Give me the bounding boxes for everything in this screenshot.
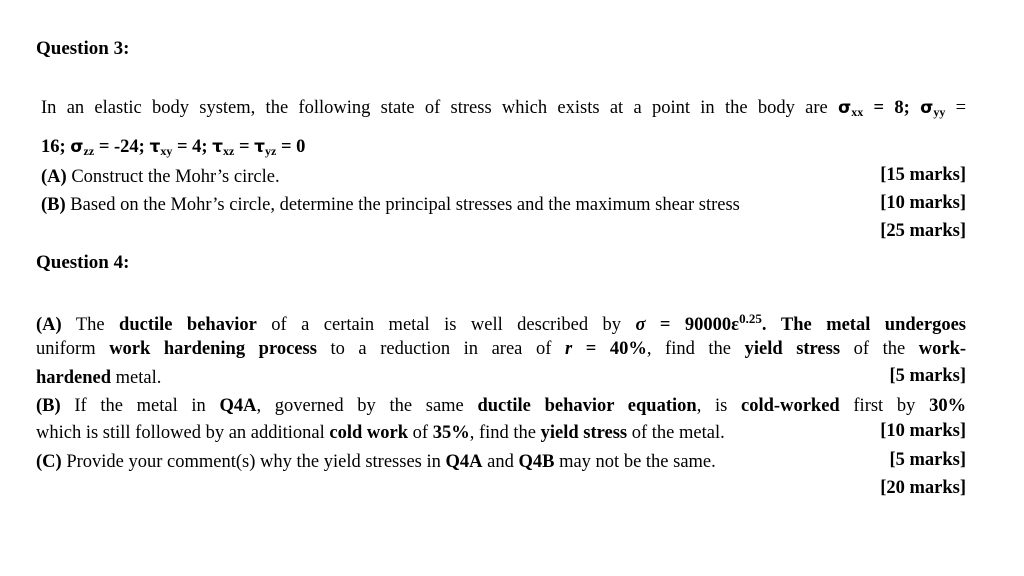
q4b-text-6: of bbox=[412, 423, 429, 443]
q4b-bold-ductile-equation: ductile behavior equation bbox=[477, 396, 697, 416]
question-3-heading: Question 3: bbox=[36, 38, 130, 59]
q4-part-a-label: (A) bbox=[36, 315, 62, 335]
q3-part-a-text: Construct the Mohr’s circle. bbox=[71, 167, 280, 187]
tau-yz-value: = 0 bbox=[280, 137, 306, 157]
q4b-bold-q4a: Q4A bbox=[219, 396, 257, 416]
q4a-text-7: of the bbox=[853, 339, 906, 359]
q4a-text-5: to a reduction in area of bbox=[330, 339, 552, 359]
q4b-text-8: of the metal. bbox=[631, 423, 725, 443]
tau-xz-subscript: xz bbox=[223, 144, 235, 158]
q4b-text-5: which is still followed by an additional bbox=[36, 423, 325, 443]
q3-part-b-text: Based on the Mohr’s circle, determine the principal stresses and the maximum shear stress bbox=[70, 195, 740, 215]
q4a-text-2: of a certain metal is well described by bbox=[271, 315, 622, 335]
q4a-bold-ductile-behavior: ductile behavior bbox=[119, 315, 257, 335]
q4a-bold-work: work- bbox=[918, 339, 967, 359]
tau-yz-subscript: yz bbox=[264, 144, 277, 158]
q4-part-a-line-1 bbox=[36, 307, 966, 337]
sigma-yy-subscript: yy bbox=[933, 105, 946, 119]
q4a-bold-work-hardening: work hardening process bbox=[109, 339, 317, 359]
q4b-text-7: , find the bbox=[469, 423, 536, 443]
sigma-xx-symbol: σ bbox=[838, 98, 852, 118]
sigma-yy-equals: = bbox=[955, 98, 967, 118]
sigma-yy-value: 16; bbox=[41, 137, 66, 157]
q4-part-c-label: (C) bbox=[36, 452, 62, 472]
q4c-text-2: and bbox=[487, 452, 514, 472]
q3-stress-line bbox=[41, 135, 305, 163]
q4a-bold-hardened: hardened bbox=[36, 368, 112, 388]
q4a-equation-body: = 90000ε bbox=[659, 315, 740, 335]
q4b-text-3: , is bbox=[696, 396, 728, 416]
q4a-r-symbol: r bbox=[564, 339, 573, 359]
q4b-text-2: , governed by the same bbox=[256, 396, 464, 416]
q4c-bold-q4a: Q4A bbox=[445, 452, 483, 472]
q3-intro-line bbox=[41, 96, 966, 124]
q4b-text-4: first by bbox=[853, 396, 916, 416]
q4b-bold-cold-work: cold work bbox=[329, 423, 409, 443]
q4a-equation-exponent: 0.25 bbox=[739, 311, 762, 326]
q4a-text-8: metal. bbox=[115, 368, 162, 388]
q4b-text-1: If the metal in bbox=[74, 396, 206, 416]
q4-part-a-line-3 bbox=[36, 366, 161, 390]
sigma-zz-symbol: σ bbox=[70, 137, 84, 157]
q3-part-b bbox=[41, 193, 740, 217]
q4-part-c bbox=[36, 450, 716, 474]
q4a-equation-sigma: σ bbox=[635, 315, 646, 335]
q3-part-a-label: (A) bbox=[41, 167, 67, 187]
tau-xz-symbol: τ bbox=[212, 137, 223, 157]
q4-part-c-marks: [5 marks] bbox=[889, 450, 966, 470]
tau-xy-subscript: xy bbox=[160, 144, 173, 158]
sigma-zz-value: = -24; bbox=[98, 137, 145, 157]
q4a-text-1: The bbox=[75, 315, 105, 335]
q4-part-b-marks: [10 marks] bbox=[880, 421, 966, 441]
sigma-xx-value: = 8; bbox=[873, 98, 910, 118]
tau-xy-value: = 4; bbox=[176, 137, 208, 157]
q4-total-marks: [20 marks] bbox=[880, 478, 966, 498]
q4-part-a-marks: [5 marks] bbox=[889, 366, 966, 386]
q4b-bold-35-percent: 35% bbox=[432, 423, 470, 443]
q4b-bold-yield-stress: yield stress bbox=[540, 423, 628, 443]
q4-part-b-label: (B) bbox=[36, 396, 61, 416]
q4-part-b-line-1 bbox=[36, 394, 966, 418]
q3-part-b-marks: [10 marks] bbox=[880, 193, 966, 213]
q4a-text-6: , find the bbox=[646, 339, 732, 359]
q3-part-b-label: (B) bbox=[41, 195, 66, 215]
q4-part-b-line-2 bbox=[36, 421, 725, 445]
q4a-r-value: = 40% bbox=[585, 339, 647, 359]
q3-part-a bbox=[41, 165, 280, 189]
q4a-bold-yield-stress: yield stress bbox=[744, 339, 841, 359]
sigma-zz-subscript: zz bbox=[83, 144, 95, 158]
sigma-xx-subscript: xx bbox=[851, 105, 864, 119]
sigma-yy-symbol: σ bbox=[920, 98, 934, 118]
q4c-text-1: Provide your comment(s) why the yield stresses in bbox=[66, 452, 441, 472]
q3-intro-text: In an elastic body system, the following state of stress which exists at a point in the body are bbox=[41, 98, 828, 118]
question-4-heading: Question 4: bbox=[36, 252, 130, 273]
tau-xy-symbol: τ bbox=[149, 137, 161, 157]
q4c-bold-q4b: Q4B bbox=[518, 452, 555, 472]
q4b-bold-30-percent: 30% bbox=[929, 396, 967, 416]
tau-xz-equals: = bbox=[238, 137, 250, 157]
q4c-text-3: may not be the same. bbox=[559, 452, 716, 472]
q4b-bold-cold-worked: cold-worked bbox=[741, 396, 840, 416]
q3-total-marks: [25 marks] bbox=[880, 221, 966, 241]
tau-yz-symbol: τ bbox=[254, 137, 265, 157]
q4-part-a-line-2 bbox=[36, 337, 966, 361]
q4a-text-3: . The metal undergoes bbox=[761, 315, 967, 335]
q4a-text-4: uniform bbox=[36, 339, 96, 359]
q3-part-a-marks: [15 marks] bbox=[880, 165, 966, 185]
